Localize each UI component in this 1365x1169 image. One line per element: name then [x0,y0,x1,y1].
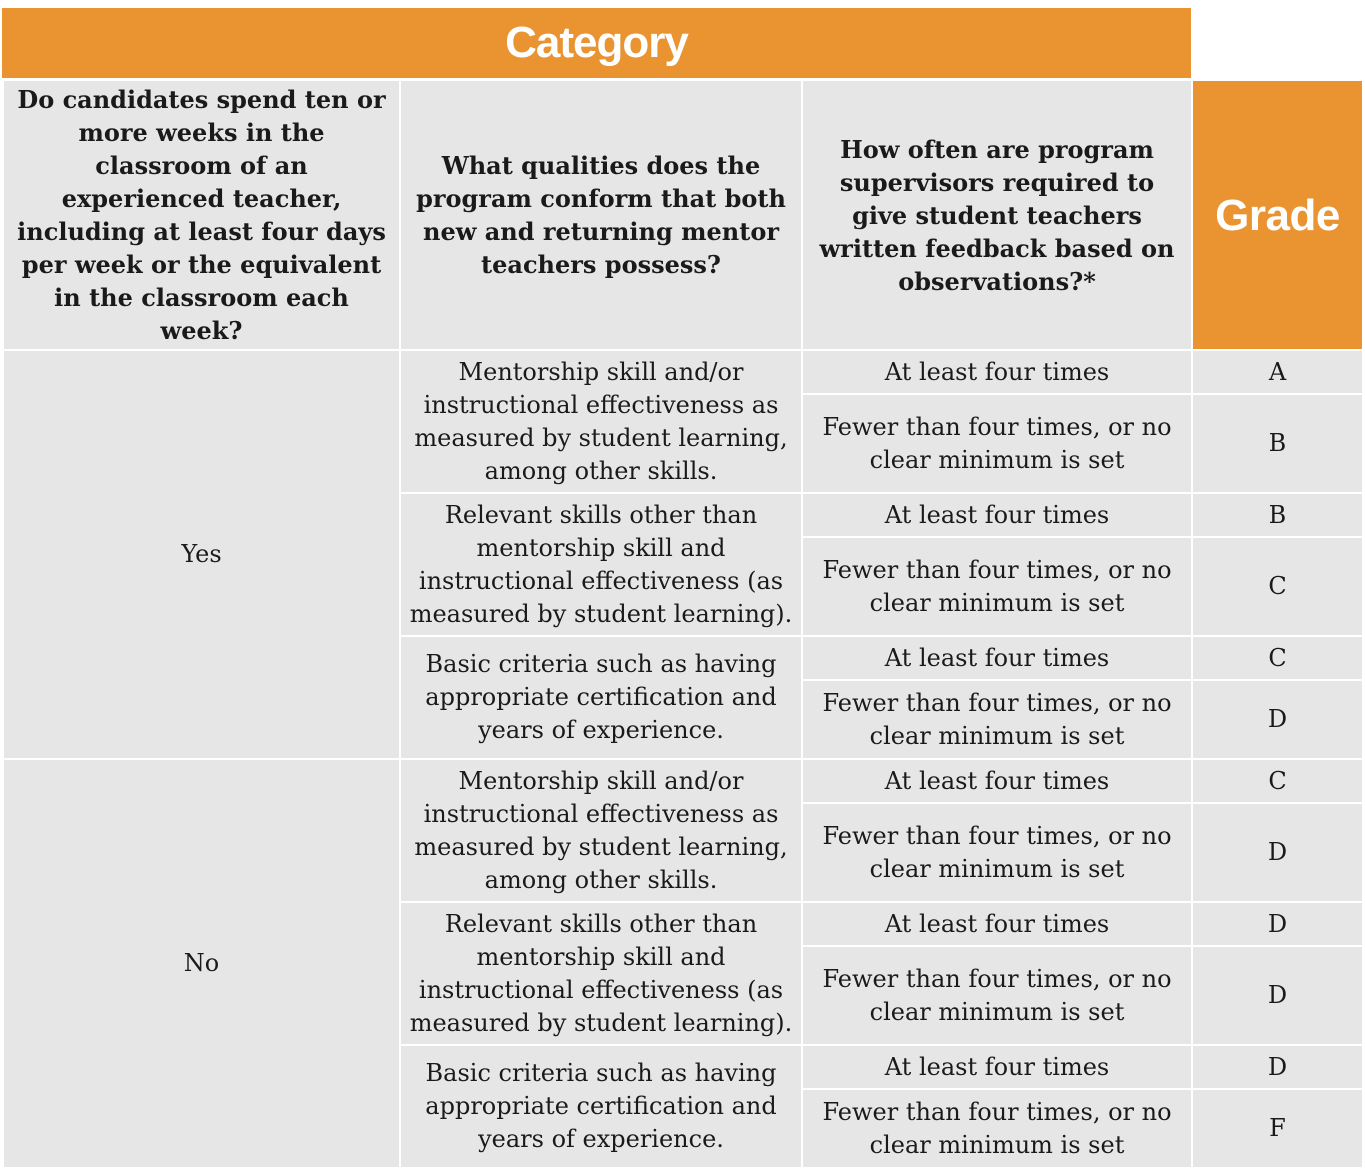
frequency-cell: Fewer than four times, or no clear minimum is set [802,680,1192,759]
grade-cell: C [1192,759,1363,803]
frequency-cell: Fewer than four times, or no clear minimum is set [802,803,1192,902]
quality-cell: Basic criteria such as having appropriate certification and years of experience. [400,636,802,759]
weeks-question-header: Do candidates spend ten or more weeks in the classroom of an experienced teacher, including at least four days per week or the equivalent in the classroom each week? [3,80,400,350]
header-row [3,80,1363,350]
frequency-cell: Fewer than four times, or no clear minimum is set [802,946,1192,1045]
grade-cell: B [1192,394,1363,493]
frequency-cell: Fewer than four times, or no clear minimum is set [802,394,1192,493]
grade-cell: C [1192,636,1363,680]
quality-cell: Mentorship skill and/or instructional effectiveness as measured by student learning, among other skills. [400,350,802,493]
grade-cell: D [1192,946,1363,1045]
frequency-cell: Fewer than four times, or no clear minimum is set [802,1089,1192,1168]
frequency-cell: At least four times [802,902,1192,946]
table-row [3,350,1363,394]
quality-cell: Basic criteria such as having appropriate certification and years of experience. [400,1045,802,1168]
quality-cell: Relevant skills other than mentorship skill and instructional effectiveness (as measured by student learning). [400,493,802,636]
grade-cell: B [1192,493,1363,537]
category-header: Category [2,8,1191,78]
grade-cell: D [1192,680,1363,759]
feedback-question-header: How often are program supervisors required to give student teachers written feedback based on observations?* [802,80,1192,350]
qualities-question-header: What qualities does the program conform that both new and returning mentor teachers possess? [400,80,802,350]
frequency-cell: At least four times [802,493,1192,537]
grading-table [2,79,1364,1169]
frequency-cell: At least four times [802,759,1192,803]
grade-cell: D [1192,902,1363,946]
frequency-cell: Fewer than four times, or no clear minimum is set [802,537,1192,636]
grade-cell: D [1192,1045,1363,1089]
frequency-cell: At least four times [802,636,1192,680]
answer-no: No [3,759,400,1168]
grade-cell: A [1192,350,1363,394]
frequency-cell: At least four times [802,350,1192,394]
grade-header: Grade [1192,80,1363,350]
quality-cell: Relevant skills other than mentorship skill and instructional effectiveness (as measured by student learning). [400,902,802,1045]
table-row [3,759,1363,803]
quality-cell: Mentorship skill and/or instructional effectiveness as measured by student learning, among other skills. [400,759,802,902]
grade-cell: D [1192,803,1363,902]
grade-cell: F [1192,1089,1363,1168]
answer-yes: Yes [3,350,400,759]
frequency-cell: At least four times [802,1045,1192,1089]
grade-cell: C [1192,537,1363,636]
